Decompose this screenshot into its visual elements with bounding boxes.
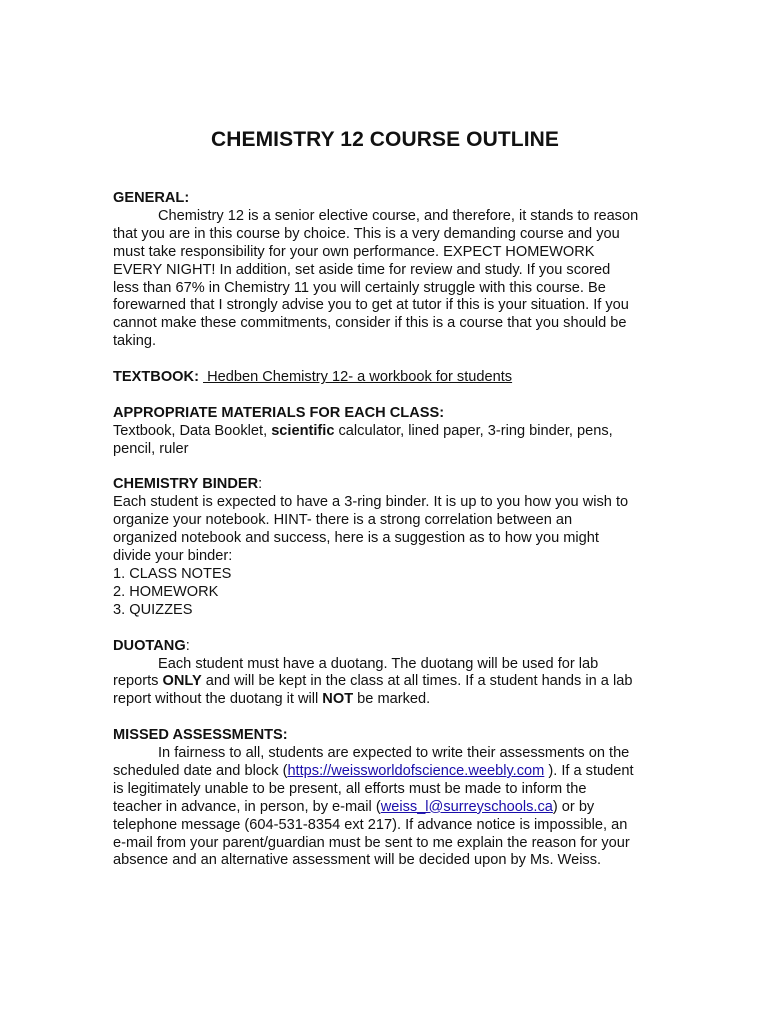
duotang-line: report without the duotang it will NOT be marked. <box>113 691 431 708</box>
general-heading: GENERAL: <box>113 190 190 206</box>
general-section <box>113 190 673 351</box>
materials-heading: APPROPRIATE MATERIALS FOR EACH CLASS: <box>113 404 445 421</box>
binder-line: Each student is expected to have a 3-ring binder. It is up to you how you wish to <box>113 494 629 511</box>
duotang-line: reports ONLY and will be kept in the class at all times. If a student hands in a lab <box>113 673 633 690</box>
binder-line: organized notebook and success, here is a suggestion as to how you might <box>113 530 599 547</box>
missed-line: In fairness to all, students are expected to write their assessments on the <box>158 745 630 762</box>
duotang-line: Each student must have a duotang. The duotang will be used for lab <box>158 655 599 672</box>
binder-heading: CHEMISTRY BINDER <box>113 476 259 493</box>
general-line: forewarned that I strongly advise you to get at tutor if this is your situation. If you <box>113 297 629 314</box>
document-body <box>113 190 673 888</box>
binder-section: CHEMISTRY BINDER: Each student is expected to have a 3-ring binder. It is up to you how you wish to organize your notebook. HINT- there is a strong correlation between an organized notebook and success, here is a suggestion as to how you might divide your binder: 1. CLASS NOTES 2. HOMEWORK 3. QUIZZES <box>113 476 673 619</box>
website-link[interactable]: https://weissworldofscience.weebly.com <box>287 762 545 779</box>
general-line: must take responsibility for your own performance. EXPECT HOMEWORK <box>113 243 595 260</box>
duotang-heading: DUOTANG <box>113 637 186 654</box>
general-line: EVERY NIGHT! In addition, set aside time for review and study. If you scored <box>113 261 611 278</box>
binder-line: divide your binder: <box>113 548 233 565</box>
general-line: Chemistry 12 is a senior elective course, and therefore, it stands to reason <box>158 207 639 224</box>
missed-line: scheduled date and block (https://weissworldofscience.weebly.com ). If a student <box>113 762 634 779</box>
general-line: cannot make these commitments, consider if this is a course that you should be <box>113 315 627 332</box>
binder-line: organize your notebook. HINT- there is a strong correlation between an <box>113 512 573 529</box>
textbook-section <box>113 369 673 387</box>
list-item: 2. HOMEWORK <box>113 583 219 600</box>
missed-line: e-mail from your parent/guardian must be sent to me explain the reason for your <box>113 834 630 851</box>
missed-line: is legitimately unable to be present, all efforts must be made to inform the <box>113 780 587 797</box>
general-line: that you are in this course by choice. This is a very demanding course and you <box>113 225 620 242</box>
materials-line: pencil, ruler <box>113 440 189 457</box>
missed-heading: MISSED ASSESSMENTS: <box>113 727 288 744</box>
list-item: 3. QUIZZES <box>113 601 193 618</box>
missed-section <box>113 727 673 870</box>
duotang-section: DUOTANG: Each student must have a duotang. The duotang will be used for lab reports ONLY and will be kept in the class at all times. If a student hands in a lab report without the duotang it will NOT be marked. <box>113 638 673 710</box>
missed-line: absence and an alternative assessment will be decided upon by Ms. Weiss. <box>113 852 602 869</box>
missed-line: telephone message (604-531-8354 ext 217). If advance notice is impossible, an <box>113 816 628 833</box>
textbook-title: Hedben Chemistry 12- a workbook for students <box>203 369 513 386</box>
materials-line: Textbook, Data Booklet, scientific calculator, lined paper, 3-ring binder, pens, <box>113 422 613 439</box>
general-line: less than 67% in Chemistry 11 you will certainly struggle with this course. Be <box>113 279 606 296</box>
materials-section <box>113 405 673 459</box>
missed-line: teacher in advance, in person, by e-mail (weiss_l@surreyschools.ca) or by <box>113 798 595 815</box>
page-title: CHEMISTRY 12 COURSE OUTLINE <box>210 128 560 151</box>
general-line: taking. <box>113 333 156 350</box>
email-link[interactable]: weiss_l@surreyschools.ca <box>380 798 553 815</box>
list-item: 1. CLASS NOTES <box>113 565 232 582</box>
textbook-heading: TEXTBOOK: <box>113 369 199 386</box>
